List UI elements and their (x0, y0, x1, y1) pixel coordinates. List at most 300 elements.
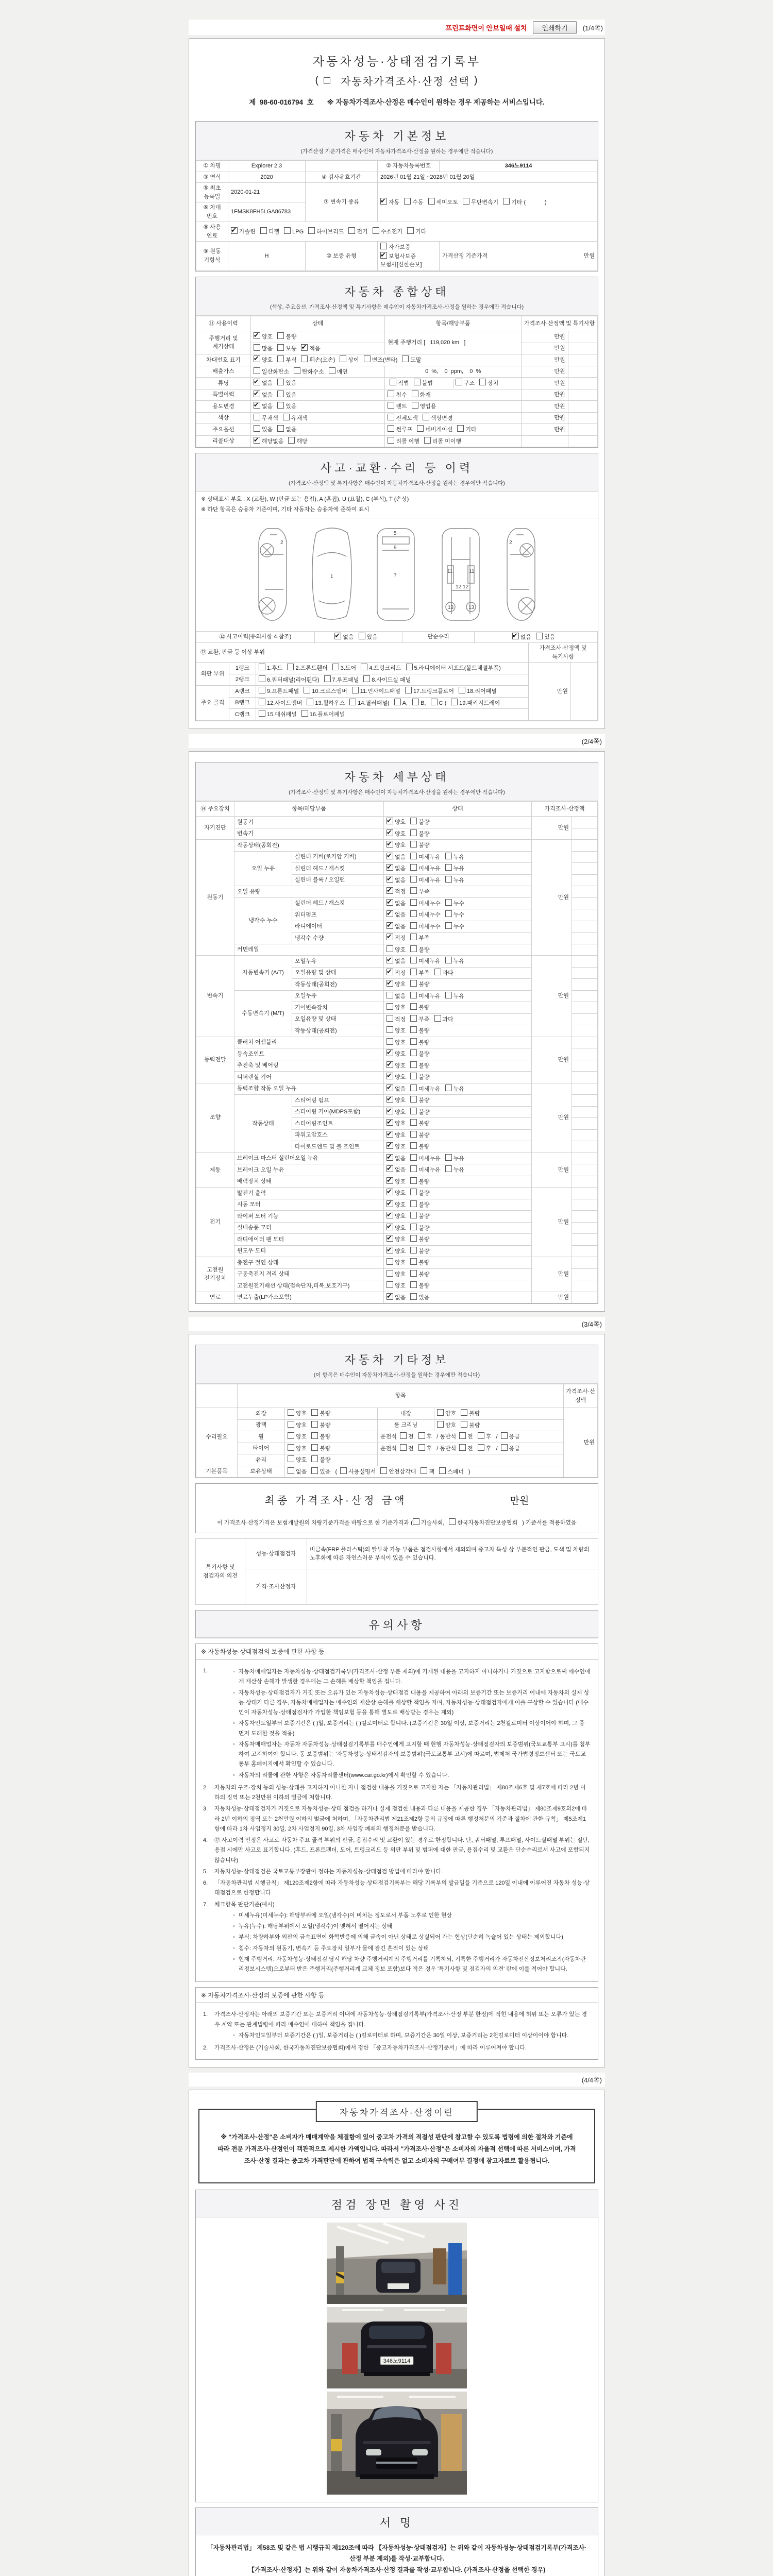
checkbox[interactable] (277, 332, 284, 339)
checkbox[interactable] (418, 1444, 425, 1451)
checkbox[interactable] (388, 437, 394, 444)
checkbox[interactable] (445, 922, 452, 929)
checkbox[interactable] (406, 664, 413, 670)
checkbox-option[interactable] (478, 1432, 492, 1442)
checkbox[interactable] (445, 992, 452, 998)
checkbox[interactable] (410, 864, 417, 871)
checkbox[interactable] (445, 876, 452, 883)
checkbox-option[interactable] (503, 198, 546, 207)
checkbox[interactable] (307, 699, 313, 705)
checkbox[interactable] (410, 1165, 417, 1172)
checkbox-option[interactable] (254, 344, 273, 353)
checkbox-option[interactable] (410, 1108, 429, 1117)
checkbox-option[interactable] (445, 853, 464, 862)
checkbox-option[interactable] (428, 198, 459, 207)
checkbox-option[interactable] (386, 969, 406, 978)
checkbox-checked[interactable] (386, 1119, 393, 1126)
checkbox[interactable] (412, 391, 418, 397)
checkbox[interactable] (386, 1003, 393, 1010)
checkbox-option[interactable] (284, 227, 304, 236)
checkbox-option[interactable] (386, 1293, 406, 1302)
checkbox-option[interactable] (386, 841, 406, 850)
checkbox-option[interactable] (386, 899, 406, 908)
checkbox[interactable] (388, 402, 394, 409)
checkbox-option[interactable] (301, 355, 335, 365)
checkbox-option[interactable] (412, 699, 426, 708)
checkbox[interactable] (329, 367, 335, 374)
checkbox-checked[interactable] (254, 437, 260, 444)
checkbox[interactable] (386, 1281, 393, 1288)
checkbox-option[interactable] (410, 992, 441, 1001)
checkbox[interactable] (410, 1131, 417, 1138)
checkbox-option[interactable] (259, 664, 282, 673)
checkbox-option[interactable] (361, 664, 401, 673)
checkbox[interactable] (428, 198, 435, 205)
checkbox[interactable] (414, 379, 421, 385)
checkbox-checked[interactable] (386, 1131, 393, 1138)
checkbox[interactable] (324, 675, 331, 682)
checkbox-option[interactable] (459, 687, 497, 696)
checkbox-option[interactable] (363, 675, 411, 685)
checkbox-option[interactable] (512, 633, 531, 642)
checkbox[interactable] (311, 1444, 318, 1451)
checkbox-option[interactable] (459, 1444, 473, 1453)
checkbox-checked[interactable] (386, 980, 393, 987)
checkbox-option[interactable] (410, 1189, 429, 1198)
checkbox-option[interactable] (461, 1409, 480, 1418)
checkbox-option[interactable] (380, 1467, 416, 1477)
checkbox-option[interactable] (410, 910, 441, 920)
checkbox[interactable] (288, 1444, 294, 1451)
checkbox-option[interactable] (386, 887, 406, 896)
checkbox[interactable] (277, 425, 284, 432)
checkbox-option[interactable] (418, 1432, 432, 1442)
checkbox[interactable] (410, 1142, 417, 1149)
checkbox-option[interactable] (410, 1003, 429, 1012)
checkbox-option[interactable] (388, 425, 412, 434)
checkbox[interactable] (431, 699, 438, 705)
checkbox-option[interactable] (386, 1108, 406, 1117)
checkbox-option[interactable] (386, 1247, 406, 1256)
checkbox[interactable] (386, 1038, 393, 1045)
checkbox-checked[interactable] (386, 922, 393, 929)
checkbox-checked[interactable] (386, 899, 393, 906)
checkbox[interactable] (388, 425, 394, 432)
checkbox[interactable] (461, 1409, 467, 1416)
checkbox[interactable] (418, 1432, 425, 1439)
checkbox-option[interactable] (386, 1096, 406, 1105)
checkbox-option[interactable] (463, 198, 498, 207)
checkbox-checked[interactable] (254, 332, 260, 339)
checkbox-option[interactable] (449, 1518, 517, 1527)
checkbox[interactable] (260, 227, 267, 234)
checkbox[interactable] (459, 1444, 466, 1451)
checkbox-option[interactable] (424, 437, 461, 446)
checkbox-option[interactable] (386, 945, 406, 955)
checkbox[interactable] (501, 1432, 508, 1439)
checkbox[interactable] (400, 1444, 407, 1451)
checkbox-option[interactable] (410, 1270, 429, 1279)
checkbox[interactable] (380, 243, 387, 249)
checkbox-checked[interactable] (386, 876, 393, 883)
checkbox[interactable] (259, 710, 265, 717)
checkbox-checked[interactable] (386, 969, 393, 975)
checkbox-checked[interactable] (386, 853, 393, 859)
checkbox-option[interactable] (410, 1258, 429, 1267)
checkbox-option[interactable] (410, 864, 441, 873)
checkbox-option[interactable] (352, 687, 400, 696)
checkbox[interactable] (386, 1270, 393, 1277)
checkbox[interactable] (439, 1467, 446, 1474)
checkbox-option[interactable] (421, 1467, 434, 1477)
checkbox-option[interactable] (386, 1142, 406, 1151)
checkbox[interactable] (259, 664, 265, 670)
checkbox-option[interactable] (412, 402, 436, 411)
checkbox-option[interactable] (254, 437, 284, 446)
checkbox[interactable] (410, 818, 417, 824)
checkbox-checked[interactable] (254, 379, 260, 385)
checkbox[interactable] (349, 699, 356, 705)
checkbox-option[interactable] (386, 1084, 406, 1094)
checkbox-option[interactable] (410, 1200, 429, 1210)
checkbox-option[interactable] (410, 1049, 429, 1059)
checkbox-option[interactable] (386, 1235, 406, 1244)
checkbox-option[interactable] (288, 1409, 307, 1418)
checkbox-checked[interactable] (386, 1224, 393, 1230)
checkbox-option[interactable] (386, 934, 406, 943)
checkbox-option[interactable] (288, 1421, 307, 1430)
checkbox-checked[interactable] (254, 355, 260, 362)
checkbox[interactable] (463, 198, 469, 205)
checkbox-option[interactable] (308, 227, 344, 236)
checkbox[interactable] (388, 414, 394, 420)
checkbox-option[interactable] (254, 414, 278, 423)
checkbox-option[interactable] (386, 1154, 406, 1163)
checkbox-option[interactable] (277, 332, 296, 342)
checkbox-option[interactable] (380, 198, 399, 207)
checkbox-option[interactable] (479, 379, 498, 388)
checkbox[interactable] (410, 853, 417, 859)
checkbox-option[interactable] (410, 922, 441, 931)
checkbox[interactable] (277, 344, 284, 351)
checkbox-option[interactable] (410, 1177, 429, 1187)
checkbox-option[interactable] (386, 1061, 406, 1071)
checkbox-option[interactable] (277, 379, 296, 388)
checkbox[interactable] (277, 355, 284, 362)
checkbox[interactable] (410, 1247, 417, 1253)
checkbox[interactable] (501, 1444, 508, 1451)
checkbox[interactable] (410, 945, 417, 952)
checkbox[interactable] (445, 899, 452, 906)
checkbox-checked[interactable] (386, 910, 393, 917)
checkbox[interactable] (410, 876, 417, 883)
checkbox-checked[interactable] (386, 841, 393, 848)
checkbox-option[interactable] (386, 1049, 406, 1059)
checkbox-option[interactable] (349, 699, 389, 708)
checkbox-option[interactable] (410, 1026, 429, 1036)
checkbox-option[interactable] (414, 379, 433, 388)
checkbox-option[interactable] (437, 1421, 456, 1430)
checkbox-option[interactable] (459, 1432, 473, 1442)
checkbox-option[interactable] (410, 1096, 429, 1105)
checkbox-option[interactable] (400, 1444, 414, 1453)
checkbox[interactable] (410, 1270, 417, 1277)
checkbox-option[interactable] (410, 980, 429, 989)
checkbox[interactable] (405, 687, 412, 693)
checkbox-checked[interactable] (386, 829, 393, 836)
checkbox-option[interactable] (386, 1026, 406, 1036)
checkbox-option[interactable] (410, 876, 441, 885)
checkbox[interactable] (348, 227, 355, 234)
checkbox[interactable] (437, 1421, 444, 1428)
checkbox[interactable] (410, 922, 417, 929)
checkbox[interactable] (294, 367, 300, 374)
checkbox-option[interactable] (259, 687, 299, 696)
checkbox[interactable] (288, 1421, 294, 1428)
checkbox-option[interactable] (277, 344, 296, 353)
checkbox[interactable] (311, 1467, 318, 1474)
checkbox[interactable] (254, 425, 260, 432)
checkbox-option[interactable] (386, 1038, 406, 1047)
checkbox[interactable] (410, 1177, 417, 1184)
checkbox-option[interactable] (301, 344, 320, 353)
checkbox[interactable] (410, 1084, 417, 1091)
checkbox-option[interactable] (260, 227, 279, 236)
checkbox[interactable] (410, 1061, 417, 1068)
checkbox[interactable] (311, 1432, 318, 1439)
checkbox-checked[interactable] (380, 252, 387, 259)
checkbox[interactable] (404, 198, 411, 205)
checkbox-option[interactable] (501, 1432, 520, 1442)
checkbox[interactable] (277, 379, 284, 385)
checkbox-option[interactable] (301, 710, 345, 719)
checkbox-option[interactable] (311, 1421, 330, 1430)
checkbox-option[interactable] (254, 402, 273, 411)
checkbox[interactable] (373, 227, 379, 234)
checkbox[interactable] (410, 829, 417, 836)
checkbox-checked[interactable] (386, 1189, 393, 1195)
checkbox-option[interactable] (386, 1015, 406, 1024)
checkbox[interactable] (361, 664, 367, 670)
checkbox-option[interactable] (412, 391, 431, 400)
checkbox-checked[interactable] (386, 887, 393, 894)
checkbox[interactable] (445, 853, 452, 859)
checkbox-checked[interactable] (386, 1084, 393, 1091)
checkbox-option[interactable] (386, 853, 406, 862)
checkbox[interactable] (386, 1015, 393, 1022)
checkbox[interactable] (311, 1455, 318, 1462)
checkbox-checked[interactable] (334, 633, 341, 639)
checkbox-option[interactable] (501, 1444, 520, 1453)
checkbox-option[interactable] (410, 1119, 429, 1128)
checkbox-option[interactable] (478, 1444, 492, 1453)
checkbox-option[interactable] (386, 1258, 406, 1267)
price-select-checkbox[interactable] (324, 75, 332, 87)
checkbox-option[interactable] (373, 227, 403, 236)
checkbox-option[interactable] (386, 818, 406, 827)
checkbox-option[interactable] (445, 876, 464, 885)
checkbox-checked[interactable] (254, 402, 260, 409)
checkbox-option[interactable] (386, 992, 406, 1001)
checkbox-checked[interactable] (254, 391, 260, 397)
checkbox-option[interactable] (386, 922, 406, 931)
checkbox-option[interactable] (410, 969, 429, 978)
checkbox[interactable] (254, 344, 260, 351)
checkbox-option[interactable] (311, 1467, 330, 1477)
checkbox-option[interactable] (410, 818, 429, 827)
checkbox-option[interactable] (254, 425, 273, 434)
checkbox-checked[interactable] (386, 1247, 393, 1253)
checkbox-option[interactable] (386, 1212, 406, 1221)
checkbox-checked[interactable] (386, 1212, 393, 1218)
checkbox-option[interactable] (386, 1281, 406, 1291)
checkbox-option[interactable] (410, 1131, 429, 1140)
checkbox-checked[interactable] (386, 1073, 393, 1079)
checkbox-option[interactable] (311, 1444, 330, 1453)
checkbox[interactable] (352, 687, 359, 693)
checkbox[interactable] (410, 1096, 417, 1103)
checkbox[interactable] (410, 969, 417, 975)
checkbox-option[interactable] (388, 391, 407, 400)
checkbox[interactable] (410, 1038, 417, 1045)
checkbox[interactable] (421, 1467, 427, 1474)
checkbox-option[interactable] (386, 1165, 406, 1175)
checkbox-option[interactable] (386, 1224, 406, 1233)
checkbox-option[interactable] (410, 1247, 429, 1256)
checkbox[interactable] (445, 910, 452, 917)
checkbox-checked[interactable] (386, 1177, 393, 1184)
checkbox[interactable] (259, 687, 265, 693)
checkbox-option[interactable] (340, 1467, 376, 1477)
checkbox-option[interactable] (254, 367, 289, 377)
checkbox-option[interactable] (423, 414, 453, 423)
checkbox-option[interactable] (386, 876, 406, 885)
checkbox-option[interactable] (380, 252, 416, 261)
checkbox[interactable] (283, 414, 290, 420)
checkbox-option[interactable] (364, 355, 398, 365)
checkbox-option[interactable] (324, 675, 359, 685)
checkbox[interactable] (434, 969, 441, 975)
checkbox-option[interactable] (410, 1224, 429, 1233)
checkbox[interactable] (410, 1049, 417, 1056)
checkbox[interactable] (304, 687, 310, 693)
checkbox[interactable] (288, 1432, 294, 1439)
checkbox[interactable] (287, 664, 294, 670)
checkbox[interactable] (259, 675, 265, 682)
checkbox-option[interactable] (386, 1189, 406, 1198)
checkbox[interactable] (410, 1015, 417, 1022)
checkbox[interactable] (301, 710, 308, 717)
checkbox[interactable] (288, 437, 295, 444)
checkbox-checked[interactable] (386, 1049, 393, 1056)
checkbox[interactable] (277, 391, 284, 397)
checkbox[interactable] (254, 367, 260, 374)
checkbox-option[interactable] (445, 1154, 464, 1163)
checkbox-option[interactable] (410, 1235, 429, 1244)
checkbox-option[interactable] (334, 633, 354, 642)
checkbox-option[interactable] (410, 957, 441, 966)
checkbox-option[interactable] (231, 227, 256, 236)
checkbox-option[interactable] (288, 1432, 307, 1442)
checkbox-option[interactable] (457, 425, 476, 434)
checkbox-option[interactable] (439, 1467, 464, 1477)
checkbox-option[interactable] (277, 402, 296, 411)
checkbox[interactable] (259, 699, 265, 705)
checkbox-option[interactable] (311, 1455, 330, 1465)
checkbox[interactable] (386, 1258, 393, 1265)
checkbox[interactable] (410, 1026, 417, 1033)
checkbox-option[interactable] (410, 829, 429, 839)
checkbox[interactable] (410, 980, 417, 987)
checkbox[interactable] (424, 437, 431, 444)
checkbox-option[interactable] (390, 379, 409, 388)
checkbox-option[interactable] (410, 1281, 429, 1291)
checkbox[interactable] (394, 699, 401, 705)
checkbox[interactable] (449, 1518, 456, 1525)
checkbox[interactable] (410, 1119, 417, 1126)
checkbox-option[interactable] (418, 1444, 432, 1453)
checkbox[interactable] (461, 1421, 467, 1428)
checkbox-option[interactable] (386, 1270, 406, 1279)
checkbox-option[interactable] (410, 841, 429, 850)
checkbox[interactable] (410, 841, 417, 848)
checkbox[interactable] (407, 227, 414, 234)
checkbox-checked[interactable] (301, 344, 308, 351)
checkbox-option[interactable] (386, 1131, 406, 1140)
checkbox[interactable] (445, 1154, 452, 1161)
checkbox[interactable] (457, 425, 464, 432)
checkbox-option[interactable] (386, 1073, 406, 1082)
checkbox[interactable] (536, 633, 543, 639)
checkbox[interactable] (412, 699, 419, 705)
checkbox-option[interactable] (410, 1038, 429, 1047)
checkbox-option[interactable] (410, 1073, 429, 1082)
checkbox-option[interactable] (348, 227, 367, 236)
checkbox[interactable] (410, 1212, 417, 1218)
checkbox[interactable] (363, 675, 370, 682)
checkbox-option[interactable] (386, 1119, 406, 1128)
checkbox-option[interactable] (410, 1084, 441, 1094)
checkbox-option[interactable] (388, 437, 419, 446)
checkbox[interactable] (451, 699, 458, 705)
checkbox-checked[interactable] (386, 1154, 393, 1161)
checkbox-option[interactable] (445, 899, 464, 908)
checkbox-option[interactable] (288, 437, 307, 446)
checkbox[interactable] (417, 425, 424, 432)
checkbox-checked[interactable] (512, 633, 519, 639)
checkbox[interactable] (288, 1467, 294, 1474)
checkbox-option[interactable] (283, 414, 308, 423)
checkbox-option[interactable] (388, 414, 418, 423)
checkbox[interactable] (479, 379, 486, 385)
checkbox-option[interactable] (288, 1455, 307, 1465)
checkbox[interactable] (445, 957, 452, 963)
checkbox-option[interactable] (536, 633, 555, 642)
checkbox-option[interactable] (259, 675, 320, 685)
checkbox-option[interactable] (287, 664, 327, 673)
checkbox-option[interactable] (410, 853, 441, 862)
checkbox-option[interactable] (311, 1409, 330, 1418)
checkbox[interactable] (324, 77, 330, 84)
checkbox-option[interactable] (456, 379, 475, 388)
checkbox-option[interactable] (410, 1154, 441, 1163)
checkbox-option[interactable] (410, 1061, 429, 1071)
checkbox-option[interactable] (405, 687, 454, 696)
checkbox-option[interactable] (417, 425, 452, 434)
checkbox[interactable] (410, 1189, 417, 1195)
checkbox[interactable] (380, 1467, 387, 1474)
checkbox-checked[interactable] (380, 198, 387, 205)
